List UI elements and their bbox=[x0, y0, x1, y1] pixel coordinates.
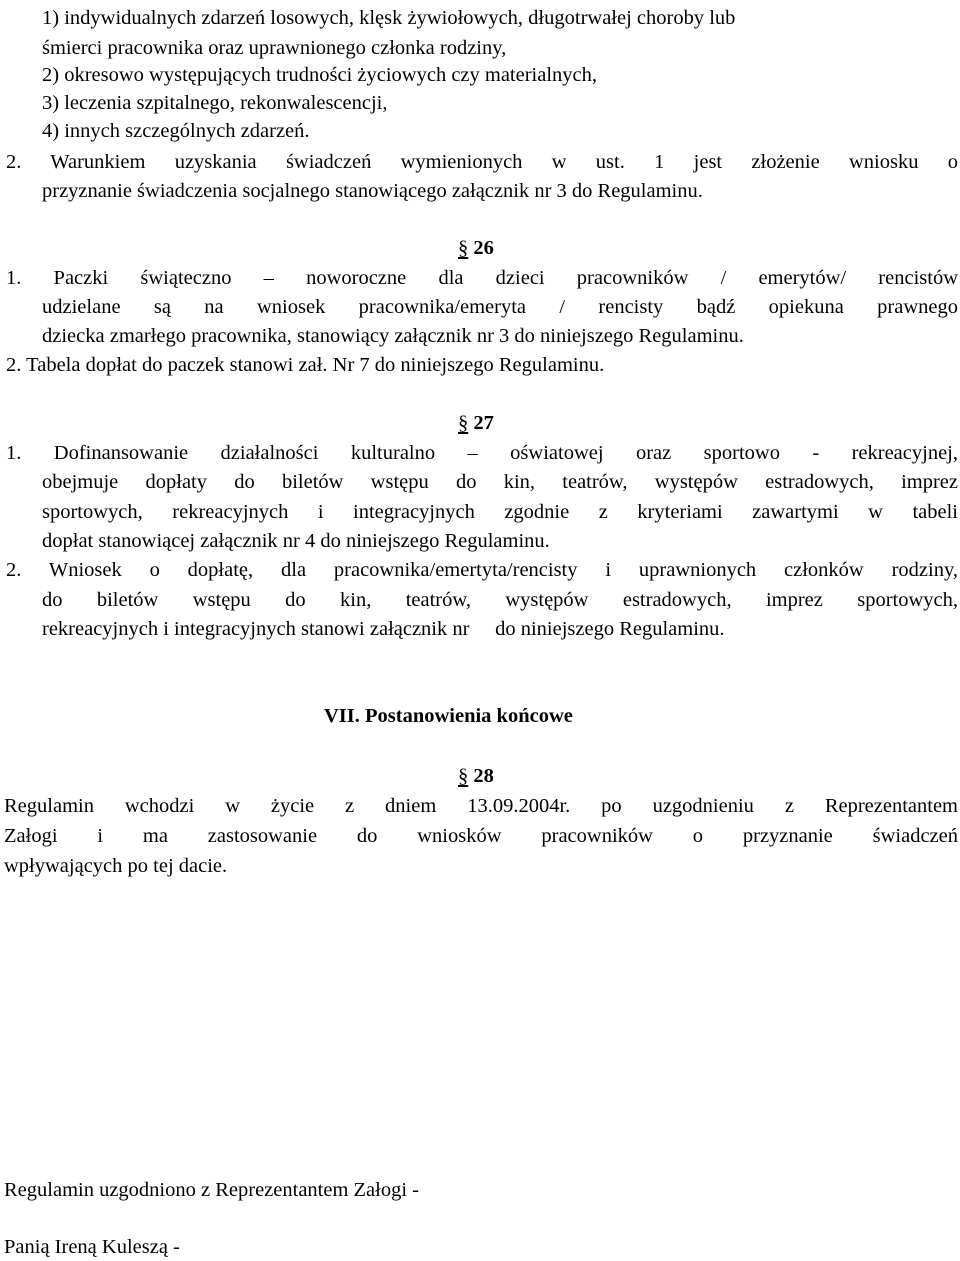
paragraph-26-line-2: udzielane są na wniosek pracownika/emeryta / rencisty bądź opiekuna prawnego bbox=[42, 296, 958, 318]
section-sign: § bbox=[458, 765, 469, 787]
section-sign: § bbox=[458, 412, 469, 434]
section-heading-26 bbox=[458, 238, 494, 259]
representative-name: Panią Ireną Kuleszą - bbox=[4, 1236, 180, 1258]
section-number: 26 bbox=[473, 237, 494, 259]
paragraph-27-line-4: dopłat stanowiącej załącznik nr 4 do niniejszego Regulaminu. bbox=[42, 530, 550, 552]
paragraph-28-line-1: Regulamin wchodzi w życie z dniem 13.09.2004r. po uzgodnieniu z Reprezentantem bbox=[4, 795, 958, 817]
paragraph-27-line-7: rekreacyjnych i integracyjnych stanowi załącznik nr do niniejszego Regulaminu. bbox=[42, 618, 725, 640]
paragraph-28-line-3: wpływających po tej dacie. bbox=[4, 855, 228, 877]
section-number: 28 bbox=[473, 765, 494, 787]
paragraph-27-line-2: obejmuje dopłaty do biletów wstępu do kin, teatrów, występów estradowych, imprez bbox=[42, 471, 958, 493]
paragraph-26-line-1: 1. Paczki świąteczno – noworoczne dla dzieci pracowników / emerytów/ rencistów bbox=[6, 267, 958, 289]
agreement-line: Regulamin uzgodniono z Reprezentantem Załogi - bbox=[4, 1179, 419, 1201]
paragraph-27-line-1: 1. Dofinansowanie działalności kulturalno – oświatowej oraz sportowo - rekreacyjnej, bbox=[6, 442, 958, 464]
paragraph-28-line-2: Załogi i ma zastosowanie do wniosków pracowników o przyznanie świadczeń bbox=[4, 825, 958, 847]
list-item-1-cont: śmierci pracownika oraz uprawnionego członka rodziny, bbox=[42, 37, 507, 59]
section-heading-28 bbox=[458, 766, 494, 787]
paragraph-26-line-4: 2. Tabela dopłat do paczek stanowi zał. Nr 7 do niniejszego Regulaminu. bbox=[6, 354, 605, 376]
section-heading-27 bbox=[458, 413, 494, 434]
paragraph-25-2-line-2: przyznanie świadczenia socjalnego stanowiącego załącznik nr 3 do Regulaminu. bbox=[42, 180, 703, 202]
paragraph-25-2-line-1: 2. Warunkiem uzyskania świadczeń wymienionych w ust. 1 jest złożenie wniosku o bbox=[6, 151, 958, 173]
chapter-title: VII. Postanowienia końcowe bbox=[324, 705, 573, 727]
section-number: 27 bbox=[473, 412, 494, 434]
paragraph-27-line-6: do biletów wstępu do kin, teatrów, występów estradowych, imprez sportowych, bbox=[42, 589, 958, 611]
list-item-2: 2) okresowo występujących trudności życiowych czy materialnych, bbox=[42, 64, 598, 86]
list-item-3: 3) leczenia szpitalnego, rekonwalescencji, bbox=[42, 92, 388, 114]
list-item-1: 1) indywidualnych zdarzeń losowych, klęsk żywiołowych, długotrwałej choroby lub bbox=[42, 7, 736, 29]
list-item-4: 4) innych szczególnych zdarzeń. bbox=[42, 120, 310, 142]
paragraph-27-line-5: 2. Wniosek o dopłatę, dla pracownika/emertyta/rencisty i uprawnionych członków rodziny, bbox=[6, 559, 958, 581]
paragraph-26-line-3: dziecka zmarłego pracownika, stanowiący załącznik nr 3 do niniejszego Regulaminu. bbox=[42, 325, 744, 347]
paragraph-27-line-3: sportowych, rekreacyjnych i integracyjnych zgodnie z kryteriami zawartymi w tabeli bbox=[42, 501, 958, 523]
section-sign: § bbox=[458, 237, 469, 259]
